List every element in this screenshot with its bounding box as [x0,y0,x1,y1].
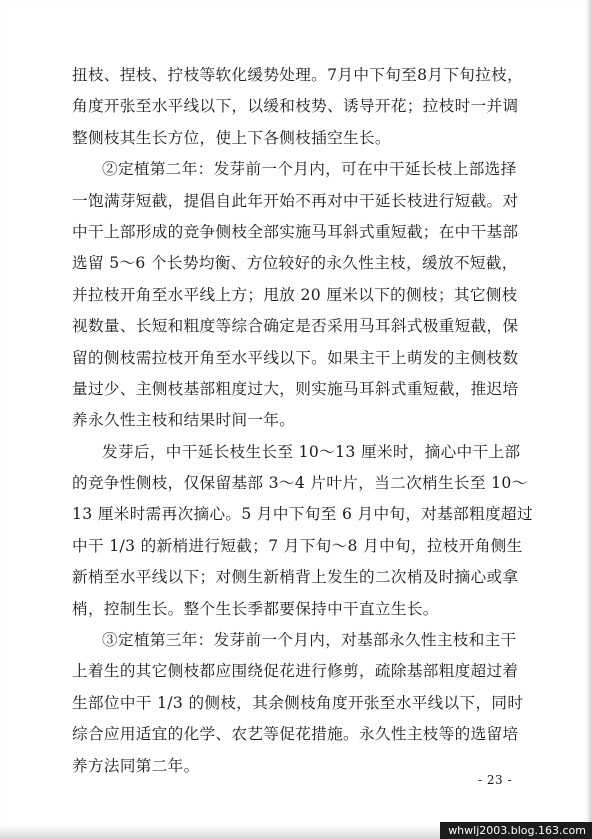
page-number: - 23 - [478,773,513,787]
paragraph-start-line: ②定植第二年：发芽前一个月内，可在中干延长枝上部选择 [102,160,517,179]
text-line: 生部位中干 1/3 的侧枝，其余侧枝角度开张至水平线以下，同时 [72,693,524,712]
text-line: 扭枝、捏枝、拧枝等软化缓势处理。7月中下旬至8月下旬拉枝， [72,66,524,84]
text-line: 中干 1/3 的新梢进行短截；7 月下旬～8 月中旬，拉枝开角侧生 [72,536,523,555]
text-line: 综合应用适宜的化学、农艺等促花措施。永久性主枝等的选留培 [72,725,519,744]
blog-watermark: whwlj2003.blog.163.com [440,822,592,839]
text-line: 养永久性主枝和结果时间一年。 [72,411,296,430]
paragraph-start-line: 发芽后，中干延长枝生长至 10～13 厘米时，摘心中干上部 [102,442,521,461]
text-line: 新梢至水平线以下；对侧生新梢背上发生的二次梢及时摘心或拿 [72,568,519,587]
text-line: 的竞争性侧枝，仅保留基部 3～4 片叶片，当二次梢生长至 10～ [72,474,528,493]
text-line: 上着生的其它侧枝都应围绕促花进行修剪，疏除基部粗度超过着 [72,662,519,681]
text-line: 养方法同第二年。 [72,756,200,775]
page-edge-shadow-right [586,0,592,839]
text-line: 角度开张至水平线以下，以缓和枝势、诱导开花；拉枝时一并调 [72,97,519,116]
text-line: 梢，控制生长。整个生长季都要保持中干直立生长。 [72,599,439,618]
text-line: 13 厘米时需再次摘心。5 月中下旬至 6 月中旬，对基部粗度超过 [72,505,533,524]
text-line: 一饱满芽短截，提倡自此年开始不再对中干延长枝进行短截。对 [72,191,519,210]
text-line: 选留 5～6 个长势均衡、方位较好的永久性主枝，缓放不短截， [72,254,518,273]
text-line: 留的侧枝需拉枝开角至水平线以下。如果主干上萌发的主侧枝数 [72,348,519,367]
text-line: 量过少、主侧枝基部粗度过大，则实施马耳斜式重短截，推迟培 [72,379,519,398]
text-line: 视数量、长短和粗度等综合确定是否采用马耳斜式极重短截，保 [72,317,519,336]
text-line: 中干上部形成的竞争侧枝全部实施马耳斜式重短截；在中干基部 [72,222,519,241]
text-line: 整侧枝其生长方位，使上下各侧枝插空生长。 [72,128,391,147]
text-line: 并拉枝开角至水平线上方；甩放 20 厘米以下的侧枝；其它侧枝 [72,285,518,304]
body-text [72,60,533,782]
paragraph-start-line: ③定植第三年：发芽前一个月内，对基部永久性主枝和主干 [102,631,517,650]
